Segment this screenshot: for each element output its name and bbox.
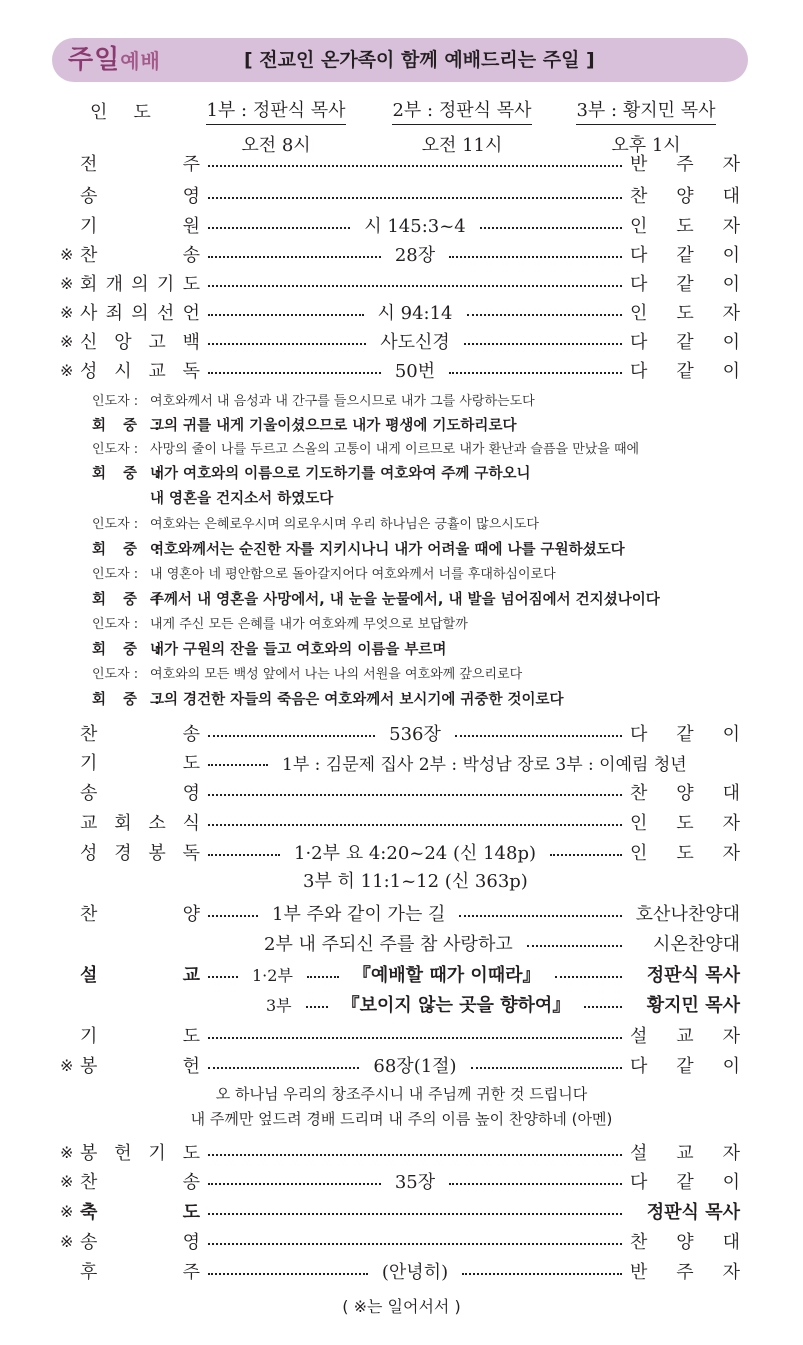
- order-mid: 시 94:14: [377, 303, 453, 324]
- char: 찬: [630, 1232, 648, 1253]
- banner-subtitle: [ 전교인 온가족이 함께 예배드리는 주일 ]: [244, 49, 595, 71]
- order-right: [630, 809, 740, 835]
- char: 다: [630, 1172, 648, 1193]
- char: 찬: [630, 783, 648, 804]
- char: 영: [182, 783, 200, 804]
- char: 이: [722, 1056, 740, 1077]
- order-right: [630, 270, 740, 296]
- char: 기: [80, 216, 98, 237]
- char: 이: [722, 361, 740, 382]
- char: 교: [182, 965, 200, 986]
- char: 반: [630, 154, 648, 175]
- char: 전: [80, 154, 98, 175]
- char: 설: [80, 965, 98, 986]
- responsive-line: 인도자 : 여호와는 은혜로우시며 의로우시며 우리 하나님은 긍휼이 많으시도다: [92, 517, 539, 532]
- order-mid: 1부 주와 같이 가는 길: [272, 904, 446, 925]
- order-row: [60, 1256, 740, 1286]
- char: 도: [676, 813, 694, 834]
- order-label: [80, 299, 200, 325]
- char: 인: [630, 303, 648, 324]
- char: 같: [676, 724, 694, 745]
- order-right: [630, 241, 740, 267]
- order-right: [630, 1052, 740, 1078]
- order-label: [80, 749, 200, 775]
- order-row: ※ 신 앙 고 백 사도신경 다 같 이: [60, 326, 740, 356]
- char: 다: [630, 245, 648, 266]
- order-right: [630, 1022, 740, 1048]
- order-label: [80, 270, 200, 296]
- order-right: [630, 720, 740, 746]
- order-label: [80, 900, 200, 926]
- char: 교: [676, 1026, 694, 1047]
- char: 도: [182, 1202, 200, 1223]
- char: 후: [80, 1262, 98, 1283]
- order-right: [630, 328, 740, 354]
- char: 독: [182, 361, 200, 382]
- char: 대: [722, 186, 740, 207]
- char: 같: [676, 1172, 694, 1193]
- char: 기: [80, 1026, 98, 1047]
- char: 죄: [105, 303, 124, 324]
- order-label: [80, 1228, 200, 1254]
- char: 자: [722, 813, 740, 834]
- order-right: [630, 839, 740, 865]
- order-row: ※ 회 개 의 기 도 다 같 이: [60, 268, 740, 298]
- char: 인: [630, 843, 648, 864]
- order-row: ※ 봉 헌 기 도 설 교 자: [60, 1137, 740, 1167]
- char: 의: [131, 303, 149, 324]
- char: 같: [676, 332, 694, 353]
- char: 성: [80, 843, 98, 864]
- order-label: [80, 1022, 200, 1048]
- char: 찬: [80, 724, 98, 745]
- char: 주: [676, 154, 694, 175]
- order-label: [80, 720, 200, 746]
- char: 영: [182, 186, 200, 207]
- order-mid: 28장: [394, 245, 436, 266]
- char: 송: [80, 783, 98, 804]
- responsive-line: 회 중 :내가 구원의 잔을 들고 여호와의 이름을 부르며: [92, 642, 447, 658]
- responsive-line: 회 중 :여호와께서는 순진한 자를 지키시나니 내가 어려울 때에 나를 구원하셨도다: [92, 542, 625, 558]
- responsive-line: 인도자 : 내 영혼아 네 평안함으로 돌아갈지어다 여호와께서 너를 후대하심이로다: [92, 567, 556, 582]
- char: 도: [676, 843, 694, 864]
- char: 자: [722, 1026, 740, 1047]
- char: 송: [182, 724, 200, 745]
- char: 회: [80, 274, 98, 295]
- order-mid: 1부 : 김문제 집사 2부 : 박성남 장로 3부 : 이예림 청년: [282, 754, 687, 775]
- order-label: [80, 779, 200, 805]
- char: 찬: [80, 904, 98, 925]
- char: 회: [114, 813, 132, 834]
- order-row: ※ 축 도 정판식 목사: [60, 1196, 740, 1226]
- char: 주: [676, 1262, 694, 1283]
- order-mid: 『예배할 때가 이때라』: [352, 965, 541, 986]
- responsive-line: 인도자 : 내게 주신 모든 은혜를 내가 여호와께 무엇으로 보답할까: [92, 617, 468, 632]
- order-mid: 536장: [389, 724, 441, 745]
- order-row: [60, 898, 740, 928]
- char: 양: [182, 904, 200, 925]
- char: 설: [630, 1026, 648, 1047]
- char: 반: [630, 1262, 648, 1283]
- char: 소: [148, 813, 166, 834]
- char: 다: [630, 332, 648, 353]
- order-row: ※ 봉 헌 68장(1절) 다 같 이: [60, 1050, 740, 1080]
- order-label: [80, 1198, 200, 1224]
- char: 양: [676, 186, 694, 207]
- char: 다: [630, 1056, 648, 1077]
- order-label: [80, 1052, 200, 1078]
- order-row: [60, 180, 740, 210]
- order-row: ※ 찬 송 28장 다 같 이: [60, 239, 740, 269]
- char: 다: [630, 361, 648, 382]
- char: 대: [722, 1232, 740, 1253]
- leaders-label: 인도: [90, 102, 177, 123]
- char: 축: [80, 1202, 98, 1223]
- char: 다: [630, 274, 648, 295]
- order-row: [60, 807, 740, 837]
- char: 자: [722, 843, 740, 864]
- order-right: 황지민 목사: [646, 995, 740, 1016]
- char: 이: [722, 1172, 740, 1193]
- order-label: [80, 1258, 200, 1284]
- char: 주: [182, 1262, 200, 1283]
- char: 도: [676, 216, 694, 237]
- char: 자: [722, 303, 740, 324]
- order-mid: (안녕히): [381, 1262, 449, 1283]
- order-right: 시온찬양대: [653, 934, 740, 955]
- char: 이: [722, 332, 740, 353]
- order-label: [80, 839, 200, 865]
- char: 같: [676, 245, 694, 266]
- responsive-line: 내 영혼을 건지소서 하였도다: [150, 491, 334, 507]
- order-label: [80, 1139, 200, 1165]
- char: 봉: [80, 1056, 98, 1077]
- char: 개: [105, 274, 124, 295]
- service-2: 2부 : 정판식 목사 오전 11시: [382, 96, 542, 157]
- order-mid: 68장(1절): [373, 1056, 457, 1077]
- order-label: [80, 241, 200, 267]
- char: 송: [80, 186, 98, 207]
- order-row: [60, 148, 740, 178]
- order-mid: 『보이지 않는 곳을 향하여』: [341, 995, 571, 1016]
- char: 봉: [80, 1143, 98, 1164]
- order-right: [630, 182, 740, 208]
- char: 봉: [148, 843, 166, 864]
- order-mid: 1·2부 요 4:20~24 (신 148p): [294, 843, 537, 864]
- standing-footnote: ( ※는 일어서서 ): [342, 1297, 461, 1316]
- order-right: [630, 357, 740, 383]
- char: 신: [80, 332, 98, 353]
- char: 자: [722, 154, 740, 175]
- order-right: [630, 1228, 740, 1254]
- order-row-continuation: [60, 989, 740, 1019]
- order-right: [630, 1258, 740, 1284]
- char: 기: [80, 753, 98, 774]
- header-banner: [52, 38, 748, 82]
- order-row: [60, 837, 740, 867]
- char: 독: [182, 843, 200, 864]
- char: 헌: [182, 1056, 200, 1077]
- order-right: [630, 779, 740, 805]
- responsive-line: 회 중 :내가 여호와의 이름으로 기도하기를 여호와여 주께 구하오니: [92, 466, 531, 482]
- char: 영: [182, 1232, 200, 1253]
- char: 이: [722, 245, 740, 266]
- char: 인: [630, 216, 648, 237]
- char: 주: [182, 154, 200, 175]
- char: 같: [676, 274, 694, 295]
- char: 도: [182, 1143, 200, 1164]
- order-mid: 35장: [394, 1172, 436, 1193]
- service-leaders: [0, 96, 803, 156]
- responsive-line: 회 중 :그의 귀를 내게 기울이셨으므로 내가 평생에 기도하리로다: [92, 418, 517, 434]
- char: 자: [722, 1262, 740, 1283]
- char: 선: [156, 303, 175, 324]
- char: 교: [148, 361, 166, 382]
- char: 교: [80, 813, 98, 834]
- char: 같: [676, 1056, 694, 1077]
- order-pre: 3부: [266, 995, 292, 1015]
- char: 대: [722, 783, 740, 804]
- char: 다: [630, 724, 648, 745]
- order-label: [80, 212, 200, 238]
- order-row: ※ 찬 송 35장 다 같 이: [60, 1166, 740, 1196]
- order-row: [60, 747, 740, 777]
- char: 도: [676, 303, 694, 324]
- service-3: 3부 : 황지민 목사 오후 1시: [566, 96, 726, 157]
- char: 도: [182, 274, 200, 295]
- char: 도: [182, 1026, 200, 1047]
- order-label: [80, 328, 200, 354]
- order-row: [60, 718, 740, 748]
- char: 기: [148, 1143, 166, 1164]
- order-row-continuation: [60, 928, 740, 958]
- char: 이: [722, 274, 740, 295]
- char: 찬: [80, 245, 98, 266]
- char: 같: [676, 361, 694, 382]
- char: 송: [182, 1172, 200, 1193]
- order-row: [60, 210, 740, 240]
- char: 자: [722, 216, 740, 237]
- order-right: [630, 1139, 740, 1165]
- char: 원: [182, 216, 200, 237]
- char: 헌: [114, 1143, 132, 1164]
- order-mid: 사도신경: [380, 332, 450, 353]
- char: 앙: [114, 332, 132, 353]
- char: 언: [182, 303, 200, 324]
- char: 식: [182, 813, 200, 834]
- service-1: 1부 : 정판식 목사 오전 8시: [196, 96, 356, 157]
- order-row: ※ 사 죄 의 선 언 시 94:14 인 도 자: [60, 297, 740, 327]
- char: 설: [630, 1143, 648, 1164]
- order-right: [630, 212, 740, 238]
- char: 송: [80, 1232, 98, 1253]
- hymn-lyric: 오 하나님 우리의 창조주시니 내 주님께 귀한 것 드립니다: [215, 1085, 588, 1103]
- char: 의: [131, 274, 149, 295]
- char: 시: [114, 361, 132, 382]
- order-mid: 2부 내 주되신 주를 참 사랑하고: [264, 934, 513, 955]
- char: 도: [182, 753, 200, 774]
- order-label: [80, 809, 200, 835]
- char: 백: [182, 332, 200, 353]
- order-mid: 시 145:3~4: [364, 216, 466, 237]
- responsive-line: 인도자 : 사망의 줄이 나를 두르고 스올의 고통이 내게 이르므로 내가 환난과 슬픔을 만났을 때에: [92, 442, 640, 457]
- order-label: [80, 182, 200, 208]
- char: 찬: [630, 186, 648, 207]
- char: 송: [182, 245, 200, 266]
- order-right: [630, 150, 740, 176]
- order-right: 정판식 목사: [646, 1202, 740, 1223]
- order-label: [80, 1168, 200, 1194]
- char: 이: [722, 724, 740, 745]
- order-mid: 50번: [394, 361, 436, 382]
- char: 양: [676, 1232, 694, 1253]
- order-right: [630, 299, 740, 325]
- banner-title: 주일예배: [68, 45, 161, 75]
- char: 자: [722, 1143, 740, 1164]
- order-right: 호산나찬양대: [635, 904, 740, 925]
- char: 찬: [80, 1172, 98, 1193]
- char: 사: [80, 303, 98, 324]
- hymn-lyric: 내 주께만 엎드려 경배 드리며 내 주의 이름 높이 찬양하네 (아멘): [190, 1110, 613, 1128]
- order-row: ※ 성 시 교 독 50번 다 같 이: [60, 355, 740, 385]
- order-label: [80, 357, 200, 383]
- order-right: 정판식 목사: [646, 965, 740, 986]
- responsive-line: 인도자 : 여호와의 모든 백성 앞에서 나는 나의 서원을 여호와께 갚으리로다: [92, 667, 523, 682]
- order-label: [80, 150, 200, 176]
- char: 경: [114, 843, 132, 864]
- order-continuation: 3부 히 11:1~12 (신 363p): [303, 871, 528, 892]
- order-label: [80, 961, 200, 987]
- order-row: ※ 송 영 찬 양 대: [60, 1226, 740, 1256]
- order-row: [60, 1020, 740, 1050]
- char: 성: [80, 361, 98, 382]
- order-row: [60, 777, 740, 807]
- order-right: [630, 1168, 740, 1194]
- char: 인: [630, 813, 648, 834]
- char: 고: [148, 332, 166, 353]
- order-row: [60, 959, 740, 989]
- order-pre: 1·2부: [252, 965, 293, 985]
- char: 기: [156, 274, 175, 295]
- char: 교: [676, 1143, 694, 1164]
- responsive-line: 인도자 : 여호와께서 내 음성과 내 간구를 들으시므로 내가 그를 사랑하는도다: [92, 394, 535, 409]
- responsive-line: 회 중 :주께서 내 영혼을 사망에서, 내 눈을 눈물에서, 내 발을 넘어짐에서 건지셨나이다: [92, 592, 660, 608]
- char: 양: [676, 783, 694, 804]
- responsive-line: 회 중 :그의 경건한 자들의 죽음은 여호와께서 보시기에 귀중한 것이로다: [92, 692, 564, 708]
